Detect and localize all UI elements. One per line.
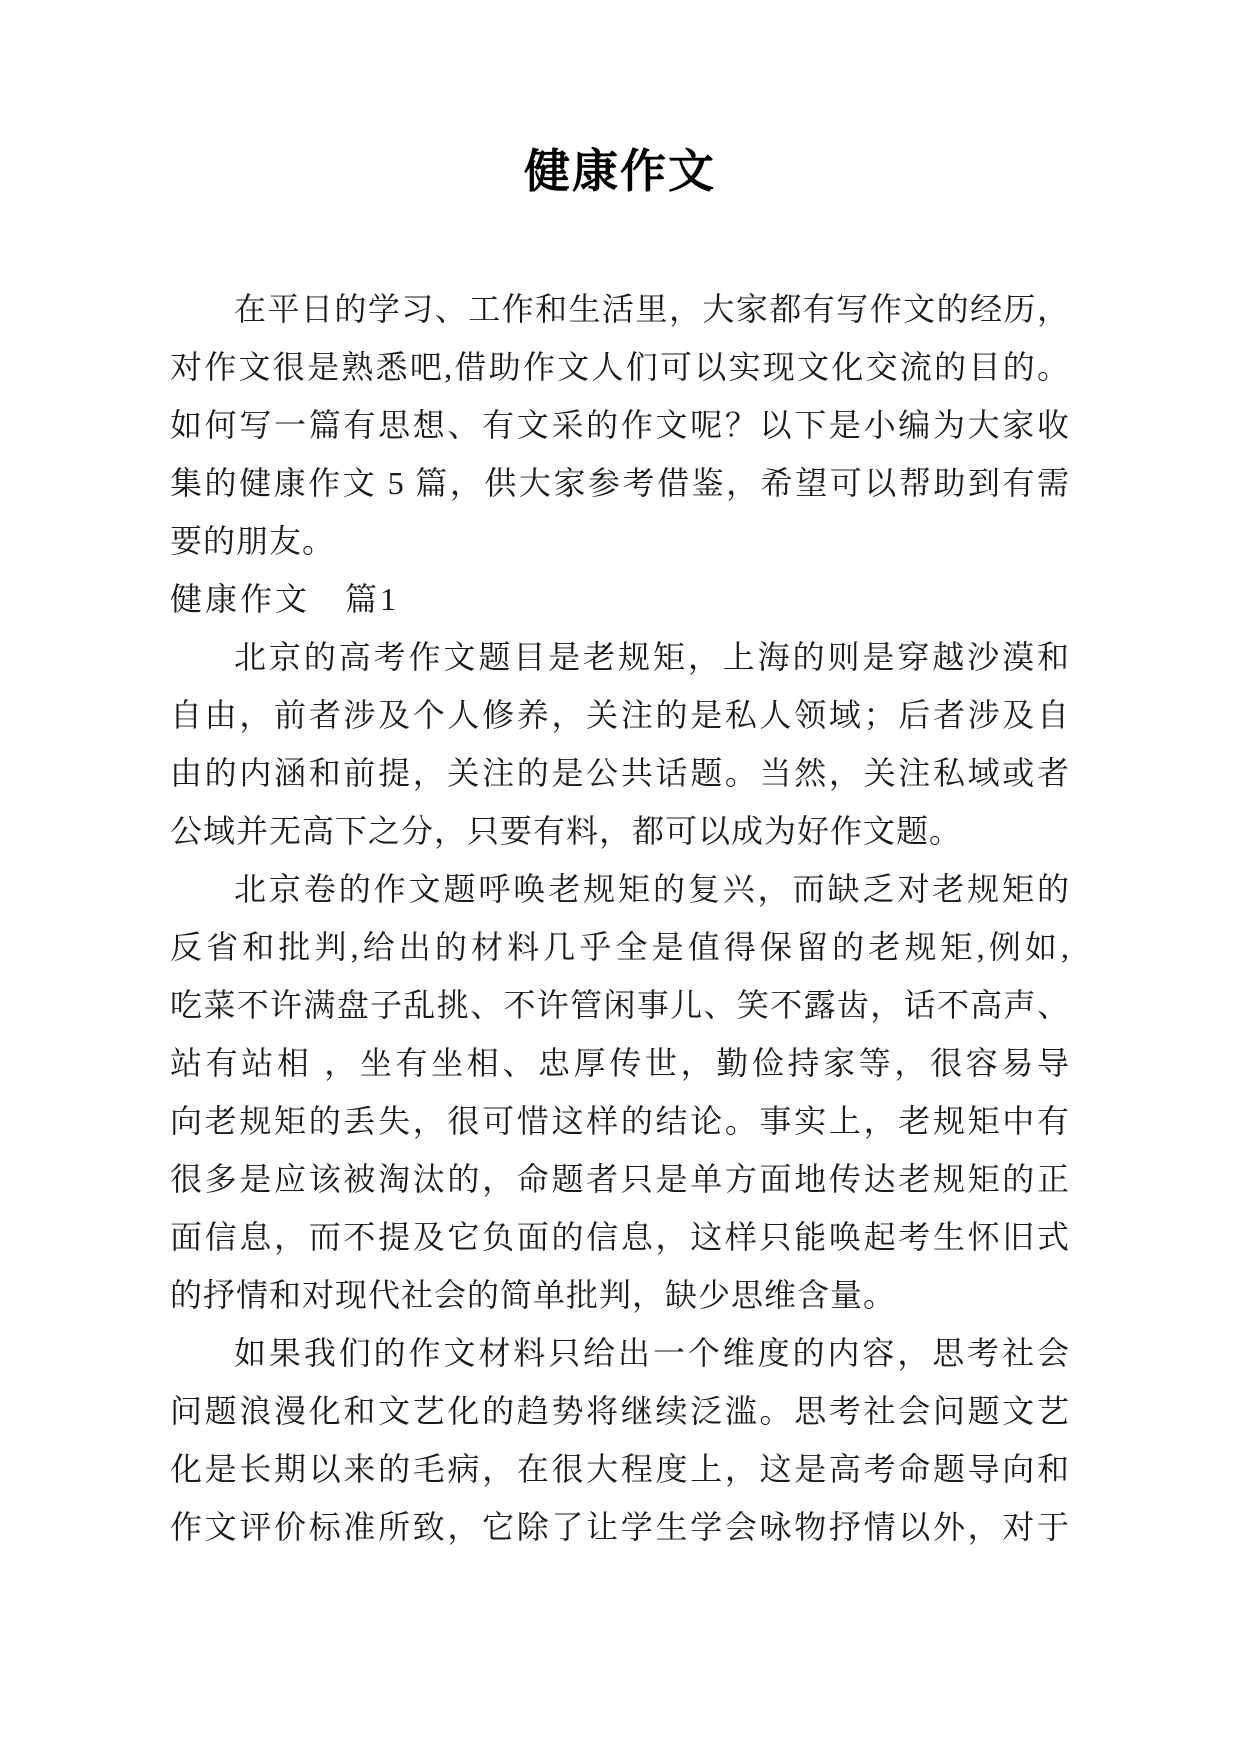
paragraph xyxy=(170,860,1070,1324)
text-line: 要的朋友。 xyxy=(170,523,336,559)
text-line: 北京卷的作文题呼唤老规矩的复兴，而缺乏对老规矩的 xyxy=(234,871,1070,907)
text-line: 北京的高考作文题目是老规矩，上海的则是穿越沙漠和 xyxy=(234,639,1070,675)
text-line: 在平日的学习、工作和生活里，大家都有写作文的经历， xyxy=(234,291,1070,327)
text-line: 自由，前者涉及个人修养，关注的是私人领域；后者涉及自 xyxy=(170,697,1070,733)
text-line: 对作文很是熟悉吧,借助作文人们可以实现文化交流的目的。 xyxy=(170,349,1070,385)
text-line: 如何写一篇有思想、有文采的作文呢？以下是小编为大家收 xyxy=(170,407,1070,443)
text-line: 健康作文 篇1 xyxy=(170,581,400,617)
text-line: 化是长期以来的毛病，在很大程度上，这是高考命题导向和 xyxy=(170,1451,1070,1487)
document-title: 健康作文 xyxy=(524,146,716,197)
text-line: 吃菜不许满盘子乱挑、不许管闲事儿、笑不露齿，话不高声、 xyxy=(170,987,1070,1023)
section-heading xyxy=(170,570,1070,628)
text-line: 公域并无高下之分，只要有料，都可以成为好作文题。 xyxy=(170,813,963,849)
document-body xyxy=(170,280,1070,1556)
text-line: 面信息，而不提及它负面的信息，这样只能唤起考生怀旧式 xyxy=(170,1219,1070,1255)
text-line: 站有站相 ，坐有坐相、忠厚传世，勤俭持家等，很容易导 xyxy=(170,1045,1070,1081)
text-line: 的抒情和对现代社会的简单批判，缺少思维含量。 xyxy=(170,1277,897,1313)
text-line: 作文评价标准所致，它除了让学生学会咏物抒情以外，对于 xyxy=(170,1509,1070,1545)
paragraph xyxy=(170,280,1070,570)
text-line: 如果我们的作文材料只给出一个维度的内容，思考社会 xyxy=(234,1335,1070,1371)
paragraph xyxy=(170,1324,1070,1556)
text-line: 集的健康作文 5 篇，供大家参考借鉴，希望可以帮助到有需 xyxy=(170,465,1070,501)
text-line: 反省和批判,给出的材料几乎全是值得保留的老规矩,例如, xyxy=(170,929,1070,965)
text-line: 很多是应该被淘汰的，命题者只是单方面地传达老规矩的正 xyxy=(170,1161,1070,1197)
text-line: 向老规矩的丢失，很可惜这样的结论。事实上，老规矩中有 xyxy=(170,1103,1070,1139)
paragraph xyxy=(170,628,1070,860)
text-line: 由的内涵和前提，关注的是公共话题。当然，关注私域或者 xyxy=(170,755,1070,791)
text-line: 问题浪漫化和文艺化的趋势将继续泛滥。思考社会问题文艺 xyxy=(170,1393,1070,1429)
